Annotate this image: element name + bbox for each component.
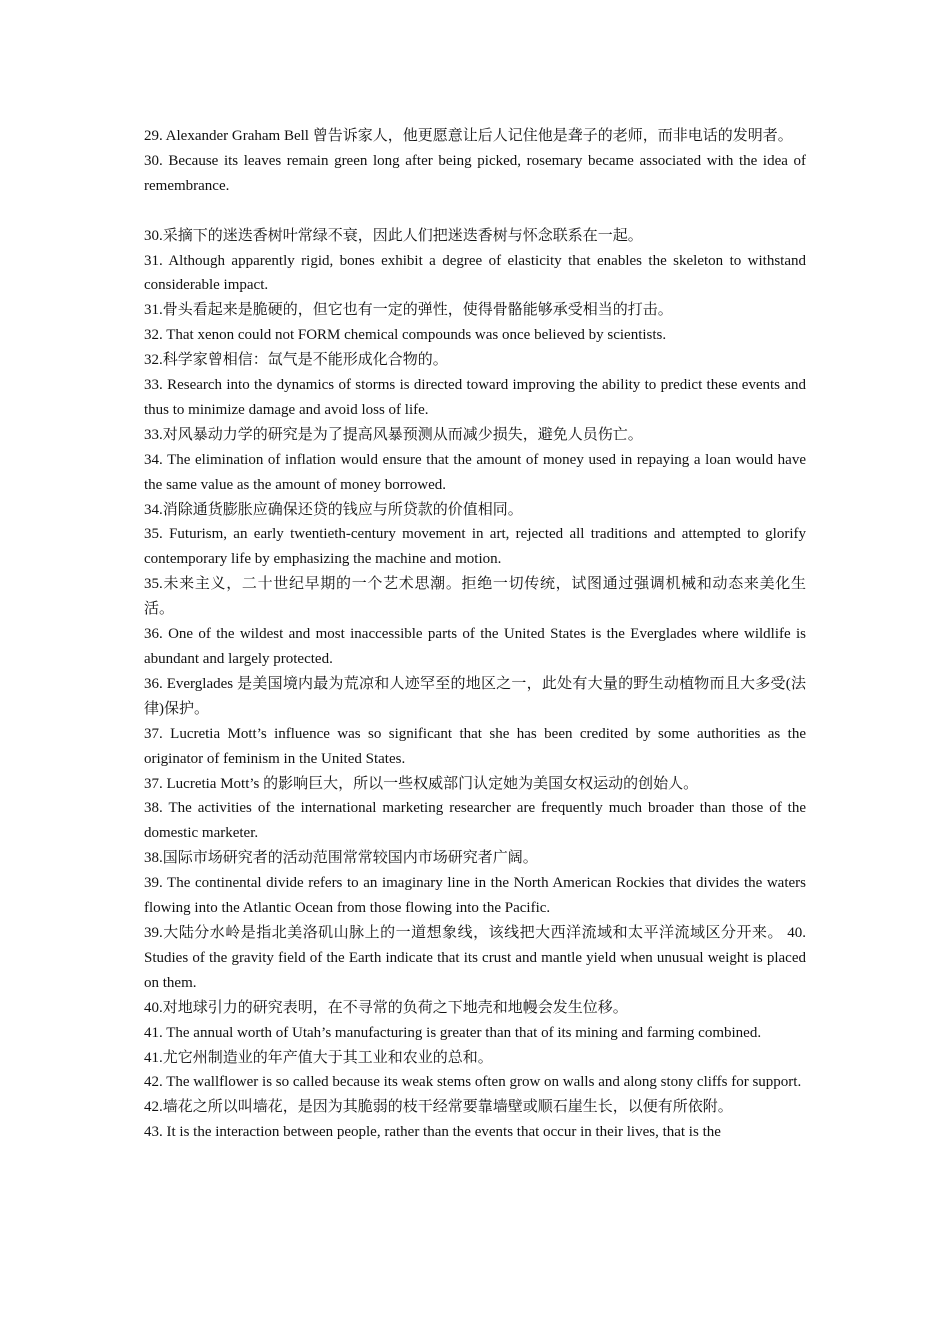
paragraph-37-zh: 37. Lucretia Mott’s 的影响巨大，所以一些权威部门认定她为美国女权运动的创始人。: [144, 775, 699, 792]
paragraph-41-en: 41. The annual worth of Utah’s manufacturing is greater than that of its mining and farming combined.: [144, 1024, 762, 1041]
paragraph-35-en: 35. Futurism, an early twentieth-century movement in art, rejected all traditions and attempted to glorify contemporary life by emphasizing the machine and motion.: [144, 526, 806, 568]
paragraph-33-en: 33. Research into the dynamics of storms is directed toward improving the ability to predict these events and thus to minimize damage and avoid loss of life.: [144, 377, 806, 418]
paragraph-29-zh: 29. Alexander Graham Bell 曾告诉家人，他更愿意让后人记住他是聋子的老师，而非电话的发明者。: [144, 128, 793, 144]
paragraph-31-zh: 31.骨头看起来是脆硬的，但它也有一定的弹性，使得骨骼能够承受相当的打击。: [144, 302, 673, 319]
paragraph-30-zh: 30.采摘下的迷迭香树叶常绿不衰，因此人们把迷迭香树与怀念联系在一起。: [144, 227, 643, 244]
paragraph-39-zh-40-en: 39.大陆分水岭是指北美洛矶山脉上的一道想象线，该线把大西洋流域和太平洋流域区分开来。 40. Studies of the gravity field of the Earth indicate that its crust and mantle yield when unusual weight is placed on them.: [144, 924, 806, 991]
paragraph-38-zh: 38.国际市场研究者的活动范围常常较国内市场研究者广阔。: [144, 850, 538, 867]
paragraph-40-zh: 40.对地球引力的研究表明，在不寻常的负荷之下地壳和地幔会发生位移。: [144, 999, 628, 1016]
paragraph-34-zh: 34.消除通货膨胀应确保还贷的钱应与所贷款的价值相同。: [144, 501, 523, 518]
paragraph-43-en: 43. It is the interaction between people, rather than the events that occur in their lives, that is the: [144, 1124, 721, 1141]
paragraph-32-zh: 32.科学家曾相信：氙气是不能形成化合物的。: [144, 352, 448, 369]
paragraph-34-en: 34. The elimination of inflation would ensure that the amount of money used in repaying a loan would have the same value as the amount of money borrowed.: [144, 451, 806, 493]
paragraph-42-en: 42. The wallflower is so called because its weak stems often grow on walls and along stony cliffs for support.: [144, 1074, 802, 1091]
paragraph-41-zh: 41.尤它州制造业的年产值大于其工业和农业的总和。: [144, 1049, 493, 1066]
blank-line: [144, 199, 806, 224]
document-body: [144, 124, 806, 1145]
paragraph-35-zh: 35.未来主义，二十世纪早期的一个艺术思潮。拒绝一切传统，试图通过强调机械和动态来美化生活。: [144, 576, 806, 618]
paragraph-36-zh: 36. Everglades 是美国境内最为荒凉和人迹罕至的地区之一，此处有大量的野生动植物而且大多受(法律)保护。: [144, 675, 806, 717]
paragraph-32-en: 32. That xenon could not FORM chemical compounds was once believed by scientists.: [144, 327, 667, 344]
paragraph-42-zh: 42.墙花之所以叫墙花，是因为其脆弱的枝干经常要靠墙壁或顺石崖生长，以便有所依附。: [144, 1099, 733, 1116]
paragraph-31-en: 31. Although apparently rigid, bones exhibit a degree of elasticity that enables the skeleton to withstand considerable impact.: [144, 252, 806, 294]
paragraph-36-en: 36. One of the wildest and most inaccessible parts of the United States is the Everglades where wildlife is abundant and largely protected.: [144, 626, 806, 668]
paragraph-38-en: 38. The activities of the international marketing researcher are frequently much broader than those of the domestic marketer.: [144, 800, 806, 842]
paragraph-33-zh: 33.对风暴动力学的研究是为了提高风暴预测从而减少损失，避免人员伤亡。: [144, 426, 643, 443]
paragraph-37-en: 37. Lucretia Mott’s influence was so significant that she has been credited by some authorities as the originator of feminism in the United States.: [144, 725, 806, 767]
paragraph-30-en: 30. Because its leaves remain green long after being picked, rosemary became associated with the idea of remembrance.: [144, 152, 806, 194]
paragraph-39-en: 39. The continental divide refers to an imaginary line in the North American Rockies that divides the waters flowing into the Atlantic Ocean from those flowing into the Pacific.: [144, 875, 806, 917]
